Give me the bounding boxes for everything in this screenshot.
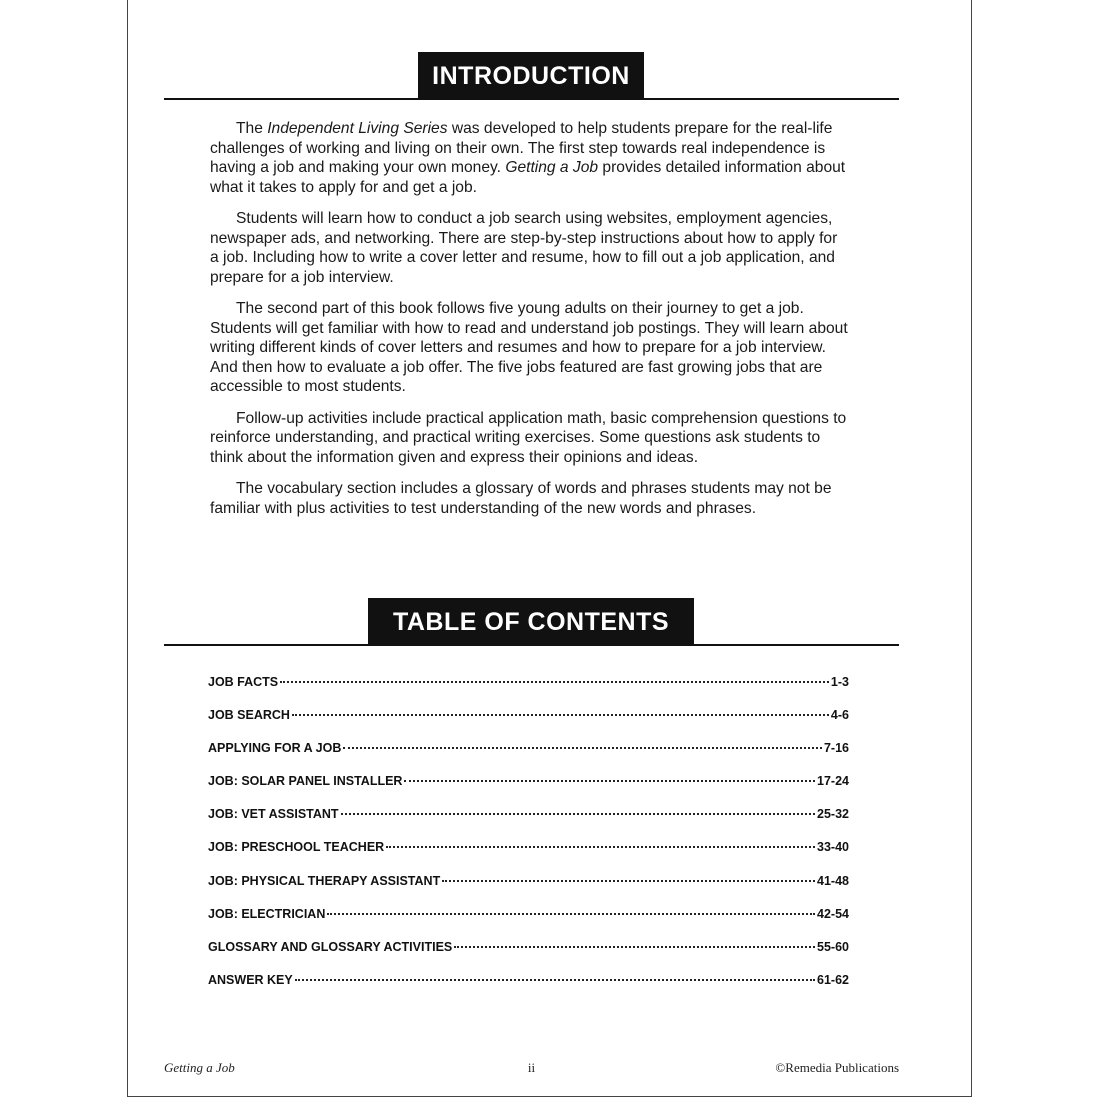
footer-page-number: ii <box>527 1060 536 1075</box>
toc-entry-title: JOB: SOLAR PANEL INSTALLER <box>208 774 403 789</box>
book-title: Getting a Job <box>505 159 599 176</box>
document-page <box>127 0 972 1097</box>
introduction-body <box>210 119 850 530</box>
toc-leader-dots <box>404 780 815 782</box>
toc-entry <box>208 904 849 937</box>
toc-entry-title: GLOSSARY AND GLOSSARY ACTIVITIES <box>208 939 453 954</box>
intro-p1-text-b: was developed to help students prepare for the real-life challenges of working and living on their own. The first step towards real independence is having a job and making your own money. <box>210 120 833 176</box>
toc-entry-pages: 42-54 <box>817 906 849 921</box>
toc-entry-title: JOB: ELECTRICIAN <box>208 906 326 921</box>
toc-entry-title: JOB: PRESCHOOL TEACHER <box>208 840 385 855</box>
toc-entry-title: JOB FACTS <box>208 675 279 689</box>
intro-p1-text-a: The <box>236 120 268 137</box>
toc-entry <box>208 771 849 804</box>
toc-leader-dots <box>327 913 815 915</box>
series-title: Independent Living Series <box>267 120 448 137</box>
toc-entry-title: JOB SEARCH <box>208 708 290 723</box>
toc-leader-dots <box>343 747 822 749</box>
toc-entry <box>208 837 849 870</box>
footer-publisher: ©Remedia Publications <box>775 1060 899 1075</box>
toc-leader-dots <box>292 714 829 716</box>
toc-entry-pages: 17-24 <box>817 774 849 789</box>
intro-paragraph-1 <box>210 119 850 197</box>
toc-entry-pages: 33-40 <box>817 840 849 855</box>
toc-entry-pages: 41-48 <box>817 873 849 888</box>
toc-entry-pages: 4-6 <box>830 708 849 723</box>
toc-leader-dots <box>442 880 815 882</box>
intro-p1-text-c: provides detailed information about what it takes to apply for and get a job. <box>210 159 846 196</box>
toc-entry-pages: 7-16 <box>823 741 849 756</box>
toc-entry <box>208 738 849 771</box>
toc-entry-title: JOB: PHYSICAL THERAPY ASSISTANT <box>208 873 441 888</box>
toc-leader-dots <box>454 946 815 948</box>
toc-entry-title: ANSWER KEY <box>208 972 293 987</box>
toc-entry-pages: 1-3 <box>830 675 849 689</box>
toc-entry-pages: 25-32 <box>817 807 849 822</box>
toc-entry <box>208 804 849 837</box>
toc-entry-pages: 61-62 <box>817 972 849 987</box>
introduction-heading: INTRODUCTION <box>418 52 644 100</box>
toc-entry <box>208 871 849 904</box>
intro-paragraph-3: The second part of this book follows five young adults on their journey to get a job. Students will get familiar with how to read and understand job postings. They will learn about writing different kinds of cover letters and resumes and how to prepare for a job interview. And then how to evaluate a job offer. The five jobs featured are fast growing jobs that are accessible to most students. <box>210 300 848 395</box>
intro-paragraph-5: The vocabulary section includes a glossary of words and phrases students may not be familiar with plus activities to test understanding of the new words and phrases. <box>210 480 832 517</box>
toc-heading: TABLE OF CONTENTS <box>368 598 694 646</box>
toc-leader-dots <box>341 813 815 815</box>
toc-entry <box>208 705 849 738</box>
toc-leader-dots <box>386 846 815 848</box>
toc-entry-pages: 55-60 <box>817 939 849 954</box>
toc-entry <box>208 672 849 705</box>
toc-header <box>164 598 899 646</box>
toc-entry-title: APPLYING FOR A JOB <box>208 741 342 756</box>
footer-book-title: Getting a Job <box>164 1060 235 1075</box>
intro-paragraph-2: Students will learn how to conduct a job search using websites, employment agencies, newspaper ads, and networking. There are step-by-step instructions about how to apply for a job. Including how to write a cover letter and resume, how to fill out a job application, and prepare for a job interview. <box>210 210 838 286</box>
toc-leader-dots <box>295 979 815 981</box>
toc-entry <box>208 937 849 970</box>
toc-entry-title: JOB: VET ASSISTANT <box>208 807 339 822</box>
introduction-header <box>164 52 899 100</box>
intro-paragraph-4: Follow-up activities include practical application math, basic comprehension questions to reinforce understanding, and practical writing exercises. Some questions ask students to think about the information given and express their opinions and ideas. <box>210 409 847 466</box>
toc-leader-dots <box>280 681 829 683</box>
toc-entry <box>208 970 849 1003</box>
table-of-contents <box>208 672 849 1003</box>
